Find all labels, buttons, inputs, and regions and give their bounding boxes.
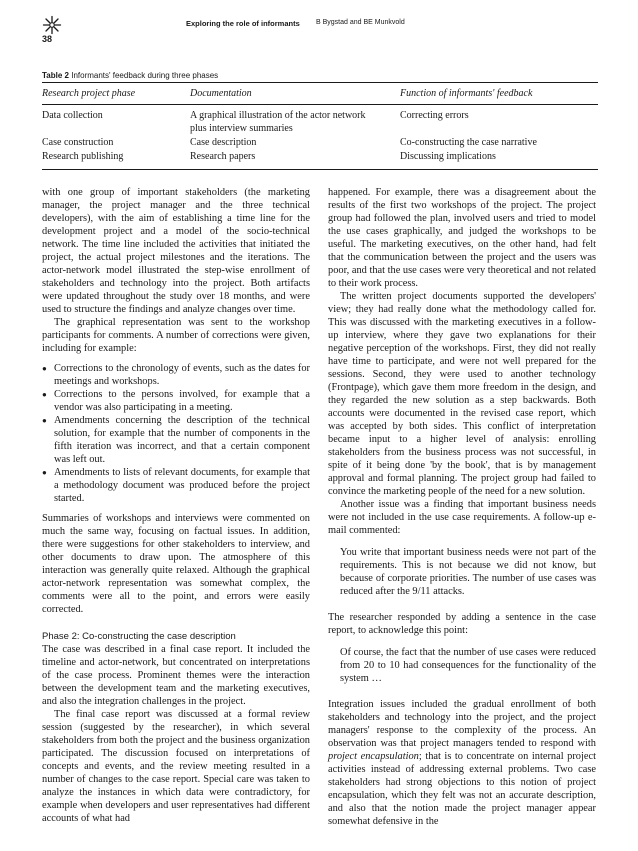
paragraph <box>328 698 596 828</box>
table-header-documentation: Documentation <box>190 88 252 99</box>
table-header-phase: Research project phase <box>42 88 136 99</box>
list-item: ● Corrections to the chronology of events, such as the dates for meetings and workshops. <box>42 362 310 388</box>
paragraph: Summaries of workshops and interviews were commented on much the same way, focusing on factual issues. In addition, there were suggestions for other stakeholders to interview, and other documents to draw upon. The atmosphere of this interaction was generally quite relaxed. Although the graphical actor-network representation was somewhat complex, the comments were all to the point, and errors were easily corrected. <box>42 513 310 615</box>
section-heading: Phase 2: Co-constructing the case description <box>42 631 236 642</box>
paragraph: happened. For example, there was a disagreement about the results of the first two workshops of the project. The project group had followed the plan, involved users and tried to model the use cases graphically, and judged the workshops to be useful. The marketing executives, on the other hand, had felt that the communication between the project and the users was poor, and that the use cases were very theoretical and not related to their work process. <box>328 187 596 289</box>
corrections-list <box>42 362 310 505</box>
journal-logo-icon <box>42 15 62 35</box>
text-span: ; that is to concentrate on internal project activities instead of addressing external problems. Two case stakeholders had strong objections to this notion of project encapsulation, which they felt was not an accurate description, and also that the notion made the project manager appear somewhat defensive in the <box>328 751 596 827</box>
running-authors: B Bygstad and BE Munkvold <box>316 19 405 26</box>
table-bottom-rule <box>42 169 598 170</box>
paragraph: Another issue was a finding that important business needs were not included in the use case requirements. A follow-up e-mail commented: <box>328 499 596 536</box>
table-cell: Discussing implications <box>400 151 496 162</box>
paragraph: The graphical representation was sent to the workshop participants for comments. A number of corrections were given, including for example: <box>42 317 310 354</box>
text-span: Integration issues included the gradual enrollment of both stakeholders and technology into the project, and the project managers' response to the complexity of the process. An observation was that project managers tended to respond with <box>328 699 596 749</box>
table-header-rule <box>42 104 598 105</box>
list-item: ● Amendments to lists of relevant documents, for example that a methodology document was produced before the project started. <box>42 466 310 505</box>
left-column <box>42 186 310 825</box>
paragraph: The researcher responded by adding a sentence in the case report, to acknowledge this point: <box>328 612 596 636</box>
block-quote <box>340 646 596 685</box>
table-cell: Co-constructing the case narrative <box>400 137 537 148</box>
table-cell: Case description <box>190 137 257 148</box>
table-cell: Data collection <box>42 110 103 121</box>
paragraph: The final case report was discussed at a formal review session (suggested by the researcher), in which several stakeholders from both the project and the business organization participated. The discussion focused on interpretations of concepts and events, and the review meeting resulted in a number of changes to the case report. Special care was taken to analyze the instances in which data were contradictory, for example when developers and user representatives had different accounts of what had <box>42 709 310 824</box>
table-cell: Research publishing <box>42 151 124 162</box>
page-number: 38 <box>42 34 53 44</box>
table-caption-text: Informants' feedback during three phases <box>71 71 219 80</box>
emphasis-text: project encapsulation <box>328 751 419 762</box>
block-quote <box>340 546 596 598</box>
running-title: Exploring the role of informants <box>186 19 300 28</box>
quote-text: You write that important business needs were not part of the requirements. This is not because we did not know, but because of corporate priorities. The number of use cases was reduced after the 9/11 attacks. <box>340 547 596 597</box>
table-caption-label: Table 2 <box>42 71 69 80</box>
paragraph: The case was described in a final case report. It included the timeline and actor-network, but concentrated on interpretations of the case process. Prominent themes were the interaction between the development team and the marketing executives, and also the integration challenges in the project. <box>42 644 310 707</box>
text-span: The written project documents supported the developers' view; they had really done what the methodology called for. This was discussed with the marketing executives in a follow-up interview, where they gave two explanations for their negative perception of the workshops. First, they did not really have time to participate, and were not well prepared for the sessions. Second, they were used to another technology (Frontpage), which gave them more freedom in the design, and they regarded the new solution as a step backwards. Both accounts were documented in the revised case report, which was accepted by both sides. This conflict of interpretation became input to a higher level of analysis: enrolling stakeholders from the business process was not successful, in spite of it being done <box>328 291 596 471</box>
table-cell: Case construction <box>42 137 114 148</box>
right-column <box>328 186 596 828</box>
table-cell: A graphical illustration of the actor network plus interview summaries <box>190 110 366 134</box>
list-item: ● Corrections to the persons involved, for example that a vendor was also participating in a meeting. <box>42 388 310 414</box>
quote-text: Of course, the fact that the number of use cases were reduced from 20 to 10 had consequences for the functionality of the system … <box>340 647 596 684</box>
table-top-rule <box>42 82 598 83</box>
paragraph <box>328 290 596 498</box>
table-cell: Correcting errors <box>400 110 469 121</box>
list-item: ● Amendments concerning the description of the technical solution, for example that the number of components in the fifth iteration was incorrect, and that a certain component was left out. <box>42 414 310 466</box>
table-caption <box>42 71 218 80</box>
text-span: , that is by management approval and formal planning. The project group had failed to convince the marketing people of the need for a new solution. <box>328 460 596 497</box>
table-cell: Research papers <box>190 151 256 162</box>
table-header-function: Function of informants' feedback <box>400 88 533 99</box>
paragraph: with one group of important stakeholders (the marketing manager, the project manager and the three technical developers), with the aim of establishing a time line for the development project and a model of the socio-technical network. The time line included the activities that initiated the project, the actual project milestones and the iterations. The actor-network model illustrated the step-wise enrollment of stakeholders and technology into the project. Both artifacts were updated throughout the study over 18 months, and were used to structure the findings and analyze changes over time. <box>42 187 310 315</box>
text-span: 'by the book' <box>430 460 488 471</box>
